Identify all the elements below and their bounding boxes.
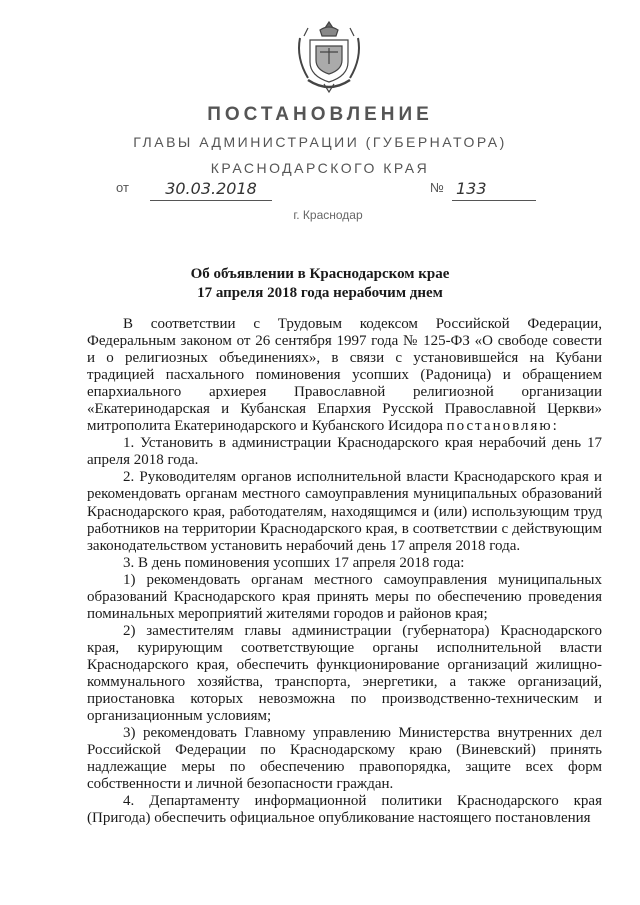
krasnodar-coat-of-arms-icon bbox=[294, 18, 364, 96]
document-type-heading: ПОСТАНОВЛЕНИЕ bbox=[207, 104, 433, 125]
date-prefix: от bbox=[116, 180, 129, 195]
paragraph-3-1: 1) рекомендовать органам местного самоуправления муниципальных образований Краснодарского края принять меры по обеспечению проведения поминальных мероприятий жителями городов и районов края; bbox=[87, 571, 602, 622]
document-title-line1: Об объявлении в Краснодарском крае bbox=[190, 266, 450, 282]
paragraph-3-2: 2) заместителям главы администрации (губернатора) Краснодарского края, курирующим соответствующие органы исполнительной власти Краснодарского края, обеспечить функционирование организаций жилищно-коммунального хозяйства, транспорта, энергетики, а также организаций, приостановка которых невозможна по производственно-техническим и организационным условиям; bbox=[87, 622, 602, 725]
paragraph-2: 2. Руководителям органов исполнительной власти Краснодарского края и рекомендовать органам местного самоуправления муниципальных образований Краснодарского края, работодателям, находящимся и (или) использующим труд работников на территории Краснодарского края, в соответствии с действующим законодательством установить нерабочий день 17 апреля 2018 года. bbox=[87, 469, 602, 554]
preamble-text: В соответствии с Трудовым кодексом Российской Федерации, Федеральным законом от 26 сентября 1997 года № 125-ФЗ «О свободе совести и о религиозных объединениях», в связи с установившейся на Кубани традицией пасхального поминовения усопших (Радоница) и обращением епархиального архиерея Православной религиозной организации «Екатеринодарская и Кубанская Епархия Русской Православной Церкви» митрополита Екатеринодарского и Кубанского Исидора bbox=[87, 316, 602, 435]
paragraph-1: 1. Установить в администрации Краснодарского края нерабочий день 17 апреля 2018 года. bbox=[87, 435, 602, 469]
document-body bbox=[87, 316, 602, 827]
paragraph-3-3: 3) рекомендовать Главному управлению Министерства внутренних дел Российской Федерации по Краснодарскому краю (Виневский) принять надлежащие меры по обеспечению правопорядка, защите всех форм собственности и личной безопасности граждан. bbox=[87, 725, 602, 793]
preamble-paragraph bbox=[87, 316, 602, 435]
issuer-heading-line1: ГЛАВЫ АДМИНИСТРАЦИИ (ГУБЕРНАТОРА) bbox=[133, 134, 507, 150]
number-prefix: № bbox=[430, 180, 444, 195]
document-title-line2: 17 апреля 2018 года нерабочим днем bbox=[197, 285, 443, 301]
paragraph-4: 4. Департаменту информационной политики Краснодарского края (Пригода) обеспечить официальное опубликование настоящего постановления bbox=[87, 793, 602, 827]
document-date: 30.03.2018 bbox=[150, 180, 272, 201]
document-number: 133 bbox=[452, 180, 536, 201]
city-label: г. Краснодар bbox=[293, 208, 363, 222]
issuer-heading-line2: КРАСНОДАРСКОГО КРАЯ bbox=[210, 160, 430, 176]
postanovlyayu-text: постановляю: bbox=[446, 418, 559, 435]
paragraph-3: 3. В день поминовения усопших 17 апреля 2018 года: bbox=[123, 554, 465, 571]
